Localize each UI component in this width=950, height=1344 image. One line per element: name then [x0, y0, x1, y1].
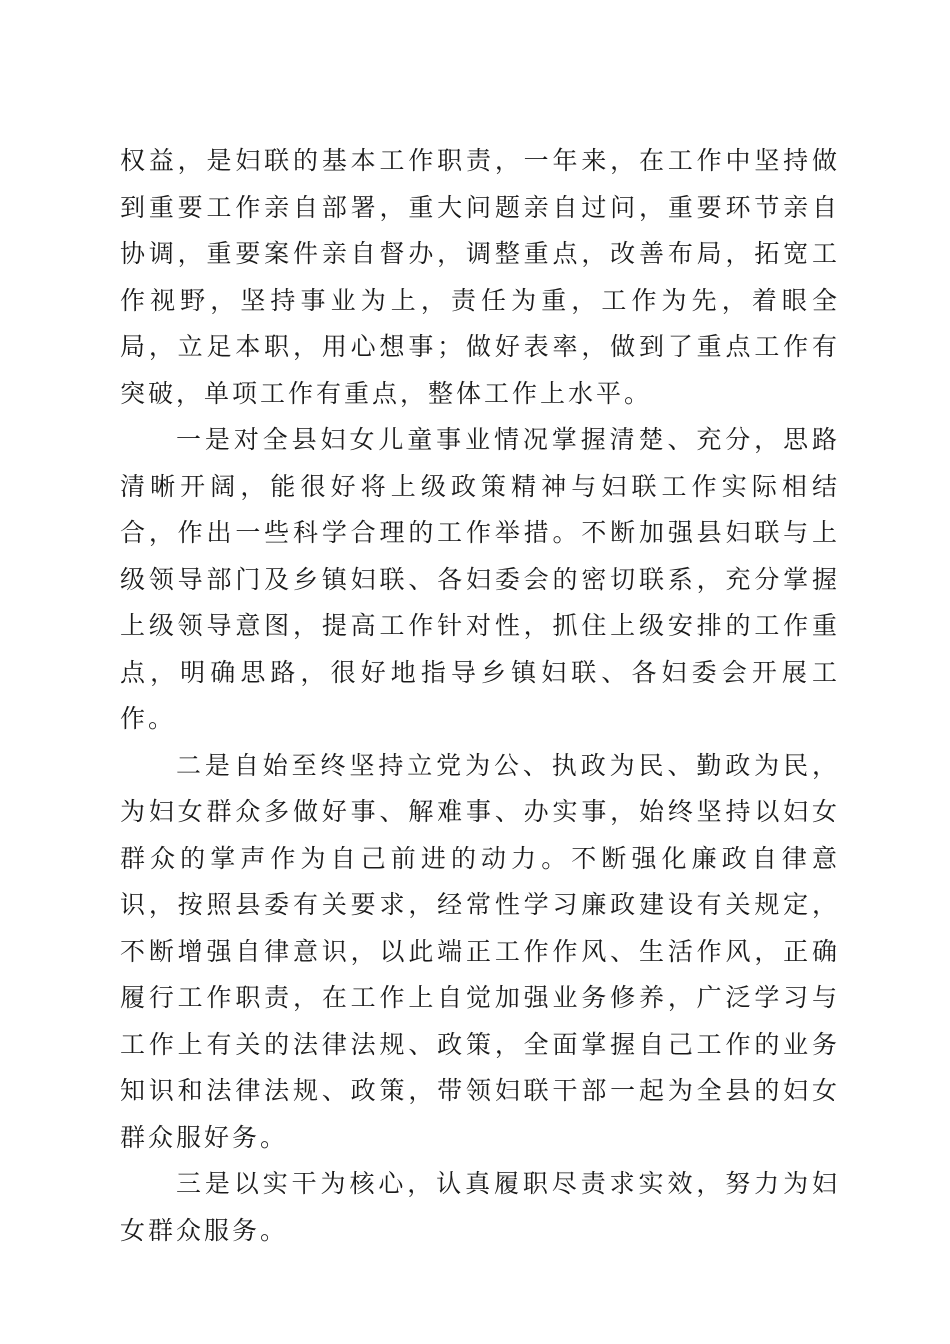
document-body: [120, 138, 840, 1254]
paragraph-point-two: 二是自始至终坚持立党为公、执政为民、勤政为民，为妇女群众多做好事、解难事、办实事，始终坚持以妇女群众的掌声作为自己前进的动力。不断强化廉政自律意识，按照县委有关要求，经常性学习廉政建设有关规定，不断增强自律意识，以此端正工作作风、生活作风，正确履行工作职责，在工作上自觉加强业务修养，广泛学习与工作上有关的法律法规、政策，全面掌握自己工作的业务知识和法律法规、政策，带领妇联干部一起为全县的妇女群众服好务。: [120, 750, 840, 1152]
paragraph-continuation: 权益，是妇联的基本工作职责，一年来，在工作中坚持做到重要工作亲自部署，重大问题亲自过问，重要环节亲自协调，重要案件亲自督办，调整重点，改善布局，拓宽工作视野，坚持事业为上，责任为重，工作为先，着眼全局，立足本职，用心想事；做好表率，做到了重点工作有突破，单项工作有重点，整体工作上水平。: [120, 146, 840, 408]
paragraph-point-three: 三是以实干为核心，认真履职尽责求实效，努力为妇女群众服务。: [120, 1169, 840, 1245]
paragraph-point-one: 一是对全县妇女儿童事业情况掌握清楚、充分，思路清晰开阔，能很好将上级政策精神与妇联工作实际相结合，作出一些科学合理的工作举措。不断加强县妇联与上级领导部门及乡镇妇联、各妇委会的密切联系，充分掌握上级领导意图，提高工作针对性，抓住上级安排的工作重点，明确思路，很好地指导乡镇妇联、各妇委会开展工作。: [120, 425, 840, 733]
